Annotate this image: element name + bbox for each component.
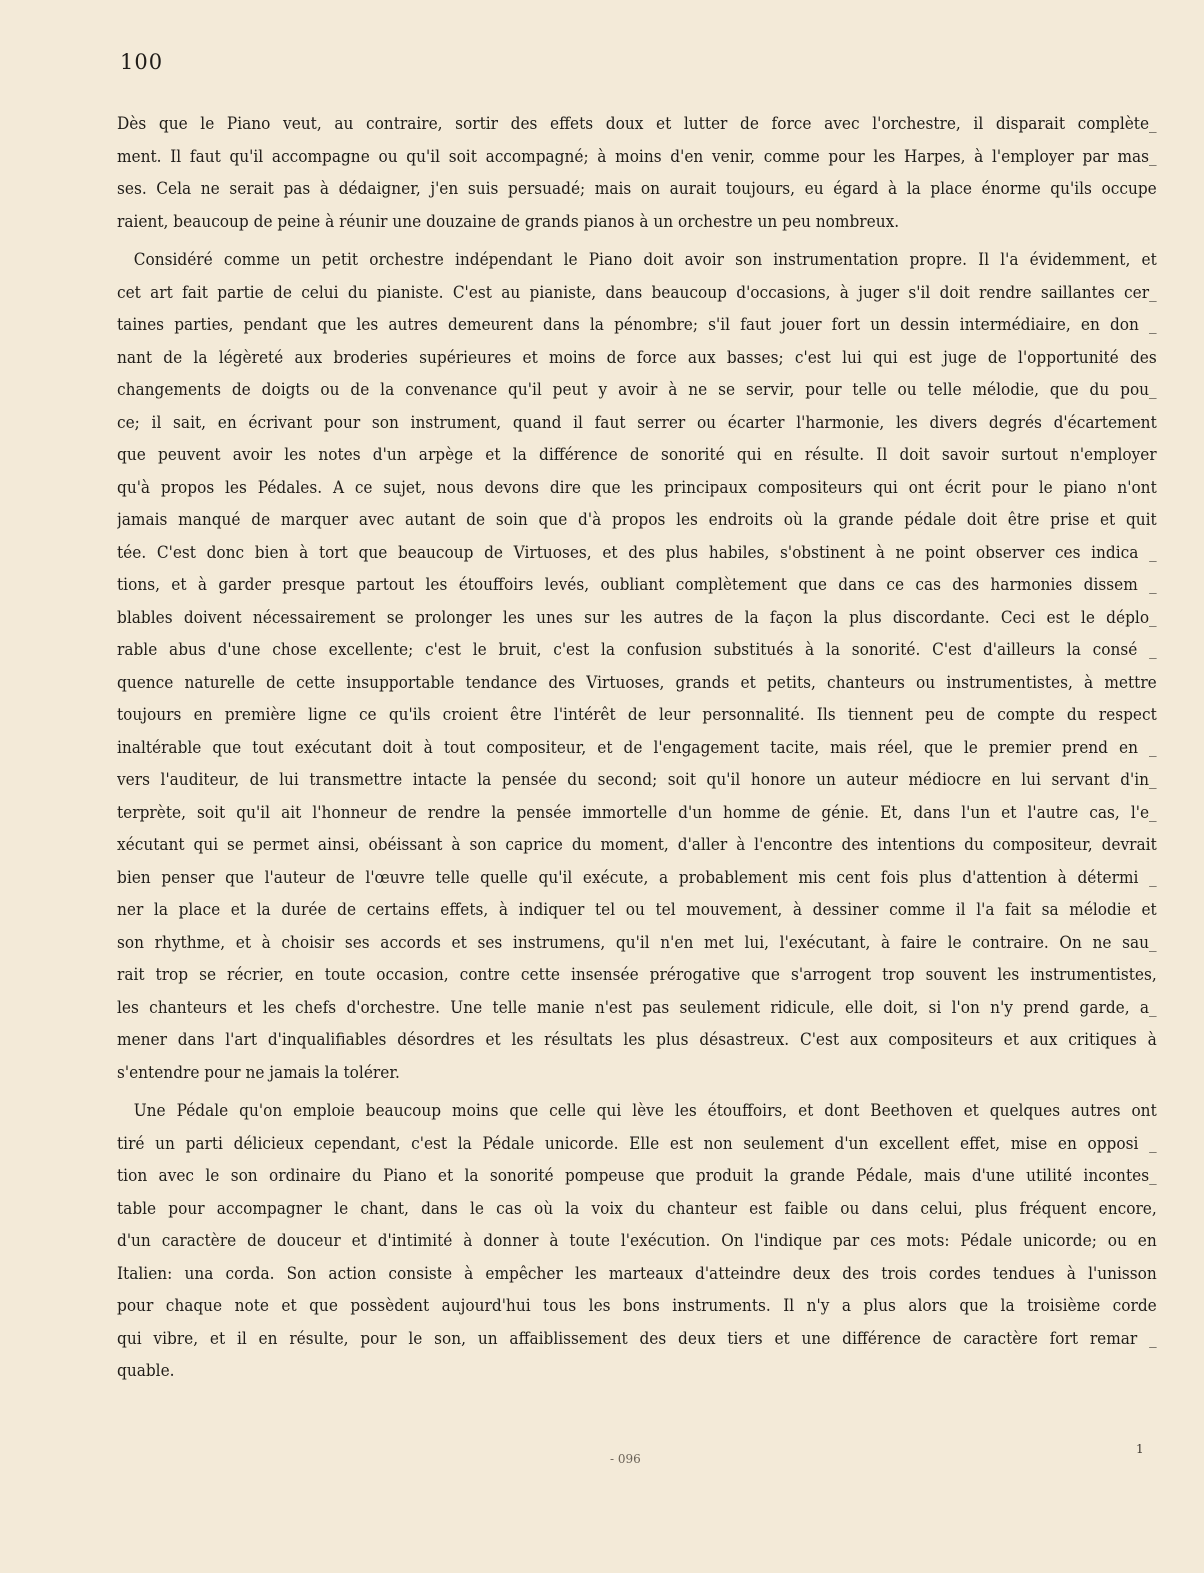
footer-signature-number: 1 (1136, 1442, 1144, 1456)
text-line: ner la place et la durée de certains effets, à indiquer tel ou tel mouvement, à dessiner comme il l'a fait sa mélodie et (117, 900, 1157, 919)
text-line: ses. Cela ne serait pas à dédaigner, j'en suis persuadé; mais on aurait toujours, eu égard à la place énorme qu'ils occupe (117, 179, 1157, 198)
text-line: qu'à propos les Pédales. A ce sujet, nous devons dire que les principaux compositeurs qui ont écrit pour le piano n'ont (117, 477, 1157, 497)
text-line: quable. (117, 1361, 175, 1380)
text-line: terprète, soit qu'il ait l'honneur de rendre la pensée immortelle d'un homme de génie. Et, dans l'un et l'autre cas, l'e_ (117, 802, 1157, 822)
text-line: Italien: una corda. Son action consiste à empêcher les marteaux d'atteindre deux des trois cordes tendues à l'unisson (117, 1263, 1157, 1283)
text-line: d'un caractère de douceur et d'intimité à donner à toute l'exécution. On l'indique par ces mots: Pédale unicorde; ou en (117, 1231, 1157, 1250)
text-line: qui vibre, et il en résulte, pour le son, un affaiblissement des deux tiers et une différence de caractère fort remar _ (117, 1328, 1157, 1348)
text-line: vers l'auditeur, de lui transmettre intacte la pensée du second; soit qu'il honore un auteur médiocre en lui servant d'in_ (117, 770, 1157, 789)
text-line: table pour accompagner le chant, dans le cas où la voix du chanteur est faible ou dans celui, plus fréquent encore, (117, 1198, 1157, 1218)
text-line: tiré un parti délicieux cependant, c'est la Pédale unicorde. Elle est non seulement d'un excellent effet, mise en opposi _ (117, 1133, 1157, 1153)
text-line: xécutant qui se permet ainsi, obéissant à son caprice du moment, d'aller à l'encontre des intentions du compositeur, devrait (117, 835, 1157, 854)
text-line: rait trop se récrier, en toute occasion, contre cette insensée prérogative que s'arrogent trop souvent les instrumentistes, (117, 965, 1157, 984)
text-line: tions, et à garder presque partout les étouffoirs levés, oubliant complètement que dans ce cas des harmonies dissem _ (117, 575, 1157, 594)
text-line: ce; il sait, en écrivant pour son instrument, quand il faut serrer ou écarter l'harmonie, les divers degrés d'écartement (117, 412, 1157, 432)
text-line: changements de doigts ou de la convenance qu'il peut y avoir à ne se servir, pour telle ou telle mélodie, que du pou_ (117, 380, 1157, 399)
text-line: pour chaque note et que possèdent aujourd'hui tous les bons instruments. Il n'y a plus alors que la troisième corde (117, 1296, 1157, 1315)
text-line: rable abus d'une chose excellente; c'est le bruit, c'est la confusion substitués à la sonorité. C'est d'ailleurs la consé _ (117, 640, 1157, 659)
text-line: nant de la légèreté aux broderies supérieures et moins de force aux basses; c'est lui qui est juge de l'opportunité des (117, 347, 1157, 367)
text-line: tion avec le son ordinaire du Piano et la sonorité pompeuse que produit la grande Pédale, mais d'une utilité incontes_ (117, 1166, 1157, 1185)
text-line: Considéré comme un petit orchestre indépendant le Piano doit avoir son instrumentation propre. Il l'a évidemment, et (133, 250, 1157, 269)
text-line: taines parties, pendant que les autres demeurent dans la pénombre; s'il faut jouer fort un dessin intermédiaire, en don _ (117, 315, 1157, 334)
text-line: inaltérable que tout exécutant doit à tout compositeur, et de l'engagement tacite, mais réel, que le premier prend en _ (117, 737, 1157, 757)
footer-plate-mark: - 096 (610, 1452, 641, 1466)
text-line: cet art fait partie de celui du pianiste. C'est au pianiste, dans beaucoup d'occasions, à juger s'il doit rendre saillantes cer_ (117, 282, 1157, 302)
text-line: que peuvent avoir les notes d'un arpège et la différence de sonorité qui en résulte. Il doit savoir surtout n'employer (117, 445, 1157, 464)
page-number: 100 (120, 50, 164, 74)
text-line: bien penser que l'auteur de l'œuvre telle quelle qu'il exécute, a probablement mis cent fois plus d'attention à détermi _ (117, 867, 1157, 887)
text-line: s'entendre pour ne jamais la tolérer. (117, 1062, 400, 1082)
body-text (117, 108, 1157, 1388)
text-line: tée. C'est donc bien à tort que beaucoup de Virtuoses, et des plus habiles, s'obstinent à ne point observer ces indica _ (117, 542, 1157, 562)
text-line: raient, beaucoup de peine à réunir une douzaine de grands pianos à un orchestre un peu nombreux. (117, 211, 900, 231)
text-line: Dès que le Piano veut, au contraire, sortir des effets doux et lutter de force avec l'orchestre, il disparait complète_ (117, 114, 1157, 133)
text-line: quence naturelle de cette insupportable tendance des Virtuoses, grands et petits, chanteurs ou instrumentistes, à mettre (117, 672, 1157, 692)
text-line: ment. Il faut qu'il accompagne ou qu'il soit accompagné; à moins d'en venir, comme pour les Harpes, à l'employer par mas_ (117, 146, 1157, 166)
text-line: son rhythme, et à choisir ses accords et ses instrumens, qu'il n'en met lui, l'exécutant, à faire le contraire. On ne sau_ (117, 932, 1157, 952)
text-line: jamais manqué de marquer avec autant de soin que d'à propos les endroits où la grande pédale doit être prise et quit (117, 510, 1157, 529)
text-line: blables doivent nécessairement se prolonger les unes sur les autres de la façon la plus discordante. Ceci est le déplo_ (117, 607, 1157, 627)
text-line: Une Pédale qu'on emploie beaucoup moins que celle qui lève les étouffoirs, et dont Beethoven et quelques autres ont (133, 1101, 1157, 1120)
text-line: mener dans l'art d'inqualifiables désordres et les résultats les plus désastreux. C'est aux compositeurs et aux critiques à (117, 1030, 1157, 1049)
text-line: toujours en première ligne ce qu'ils croient être l'intérêt de leur personnalité. Ils tiennent peu de compte du respect (117, 705, 1157, 724)
text-line: les chanteurs et les chefs d'orchestre. Une telle manie n'est pas seulement ridicule, elle doit, si l'on n'y prend garde, a_ (117, 997, 1157, 1017)
